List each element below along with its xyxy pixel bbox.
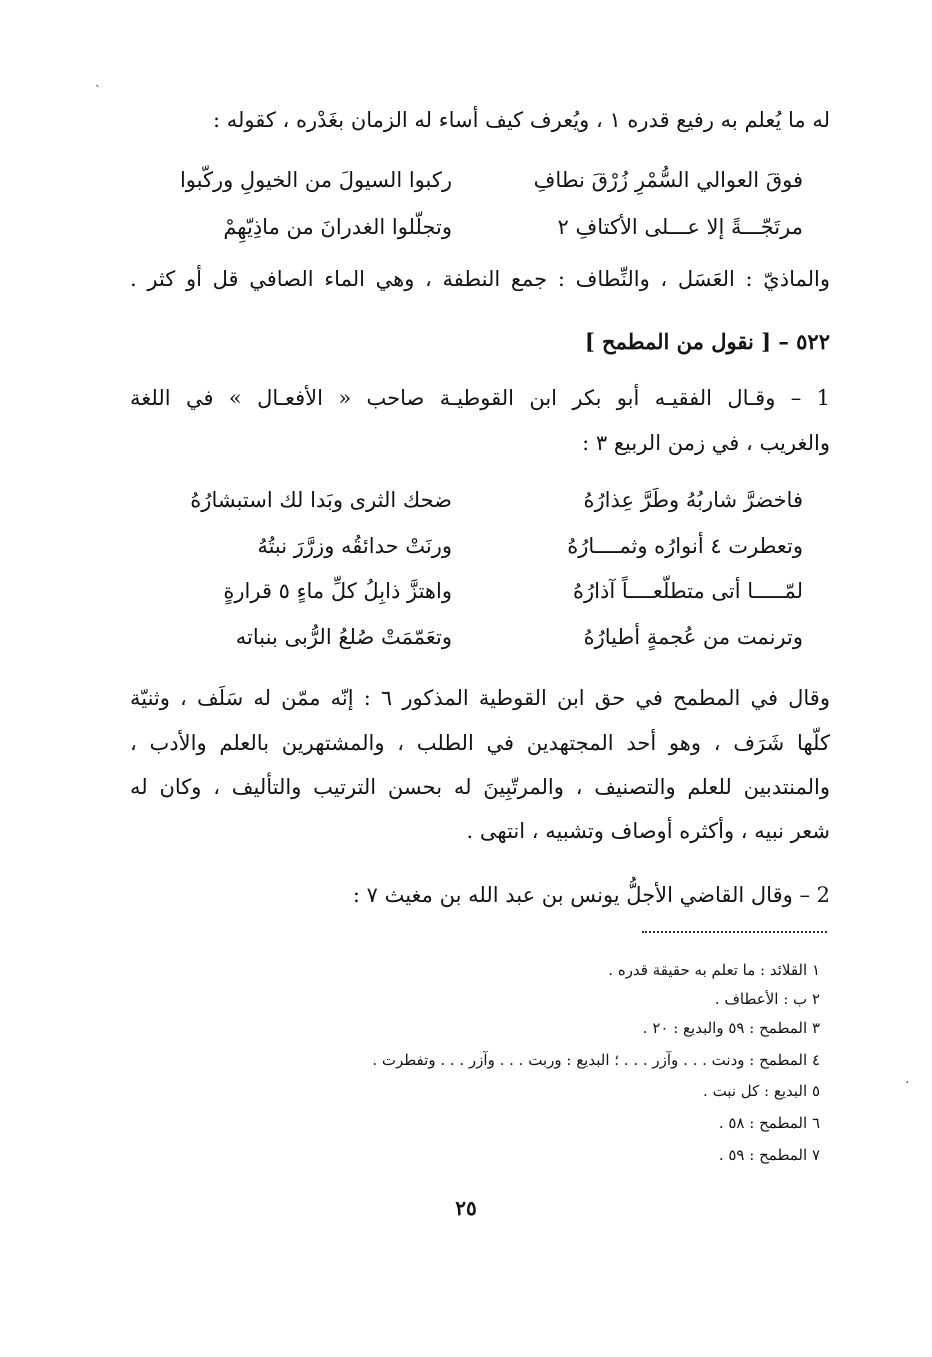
paragraph-3: 2 – وقال القاضي الأجلُّ يونس بن عبد الله بن مغيث ٧ : (352, 883, 830, 907)
footnote: ١ القلائد : ما تعلم به حقيقة قدره . (608, 961, 820, 979)
paragraph-line: كلّها شَرَف ، وهو أحد المجتهدين في الطلب ، والمشتهرين بالعلم والأدب ، (130, 731, 830, 755)
paragraph-line: والغريب ، في زمن الربيع ٣ : (582, 431, 830, 455)
scan-speck: ˏ (95, 72, 100, 88)
verse-hemistich: مرتَجّـــةً إلا عـــلى الأكتافِ ٢ (557, 215, 803, 239)
verse-hemistich: واهتزَّ ذابِلُ كلِّ ماءٍ ٥ قرارةٍ (223, 579, 452, 603)
verse-hemistich: فوقَ العوالي السُّمْرِ زُرْقَ نطافِ (533, 168, 803, 192)
gloss-line: والماذيّ : العَسَل ، والنِّطاف : جمع النطفة ، وهي الماء الصافي قل أو كثر . (130, 267, 830, 291)
footnote: ٥ البديع : كل نبت . (703, 1082, 820, 1100)
verse-hemistich: لمّـــــا أتى متطلّعــــاً آذارُهُ (573, 579, 803, 603)
verse-hemistich: وتعَمّمَتْ صُلعُ الرُّبى بنباته (235, 625, 452, 649)
verse-hemistich: ركبوا السيولَ من الخيولِ وركّبوا (179, 168, 452, 192)
footnote: ٣ المطمح : ٥٩ والبديع : ٢٠ . (642, 1019, 820, 1037)
paragraph-line: والمنتدبين للعلم والتصنيف ، والمرتّبِينَ له بحسن الترتيب والتأليف ، وكان له (130, 775, 830, 799)
footnote: ٧ المطمح : ٥٩ . (718, 1146, 820, 1164)
footnote: ٦ المطمح : ٥٨ . (718, 1114, 820, 1132)
verse-hemistich: فاخضرَّ شاربُهُ وطَرَّ عِذارُهُ (583, 488, 803, 512)
verse-hemistich: ضحك الثرى وبَدا لك استبشارُهُ (190, 488, 452, 512)
footnote-divider (642, 931, 827, 933)
verse-hemistich: ورنَتْ حدائقُه وزرَّرَ نبتُهُ (257, 534, 452, 558)
intro-line: له ما يُعلم به رفيع قدره ١ ، ويُعرف كيف أساء له الزمان بغَدْره ، كقوله : (213, 108, 830, 132)
verse-hemistich: وترنمت من عُجمةٍ أطيارُهُ (583, 625, 803, 649)
verse-hemistich: وتجلّلوا الغدرانَ من ماذِيّهِمْ (223, 215, 452, 239)
verse-hemistich: وتعطرت ٤ أنوارُه وثمــــارُهُ (567, 534, 803, 558)
footnote: ٢ ب : الأعطاف . (714, 990, 820, 1008)
page-number: ٢٥ (455, 1196, 477, 1220)
paragraph-line: 1 – وقـال الفقيـه أبو بكر ابن القوطيـة صاحب « الأفعـال » في اللغة (130, 386, 830, 410)
scan-speck: · (905, 1075, 910, 1091)
paragraph-line: شعر نبيه ، وأكثره أوصاف وتشبيه ، انتهى . (466, 819, 830, 843)
footnote: ٤ المطمح : ودنت . . . وآزر . . . ؛ البديع : وربت . . . وآزر . . . وتفطرت . (372, 1051, 820, 1069)
paragraph-line: وقال في المطمح في حق ابن القوطية المذكور ٦ : إنّه ممّن له سَلَف ، وثنيّة (130, 686, 830, 710)
section-heading: ٥٢٢ – [ نقول من المطمح ] (584, 329, 830, 354)
